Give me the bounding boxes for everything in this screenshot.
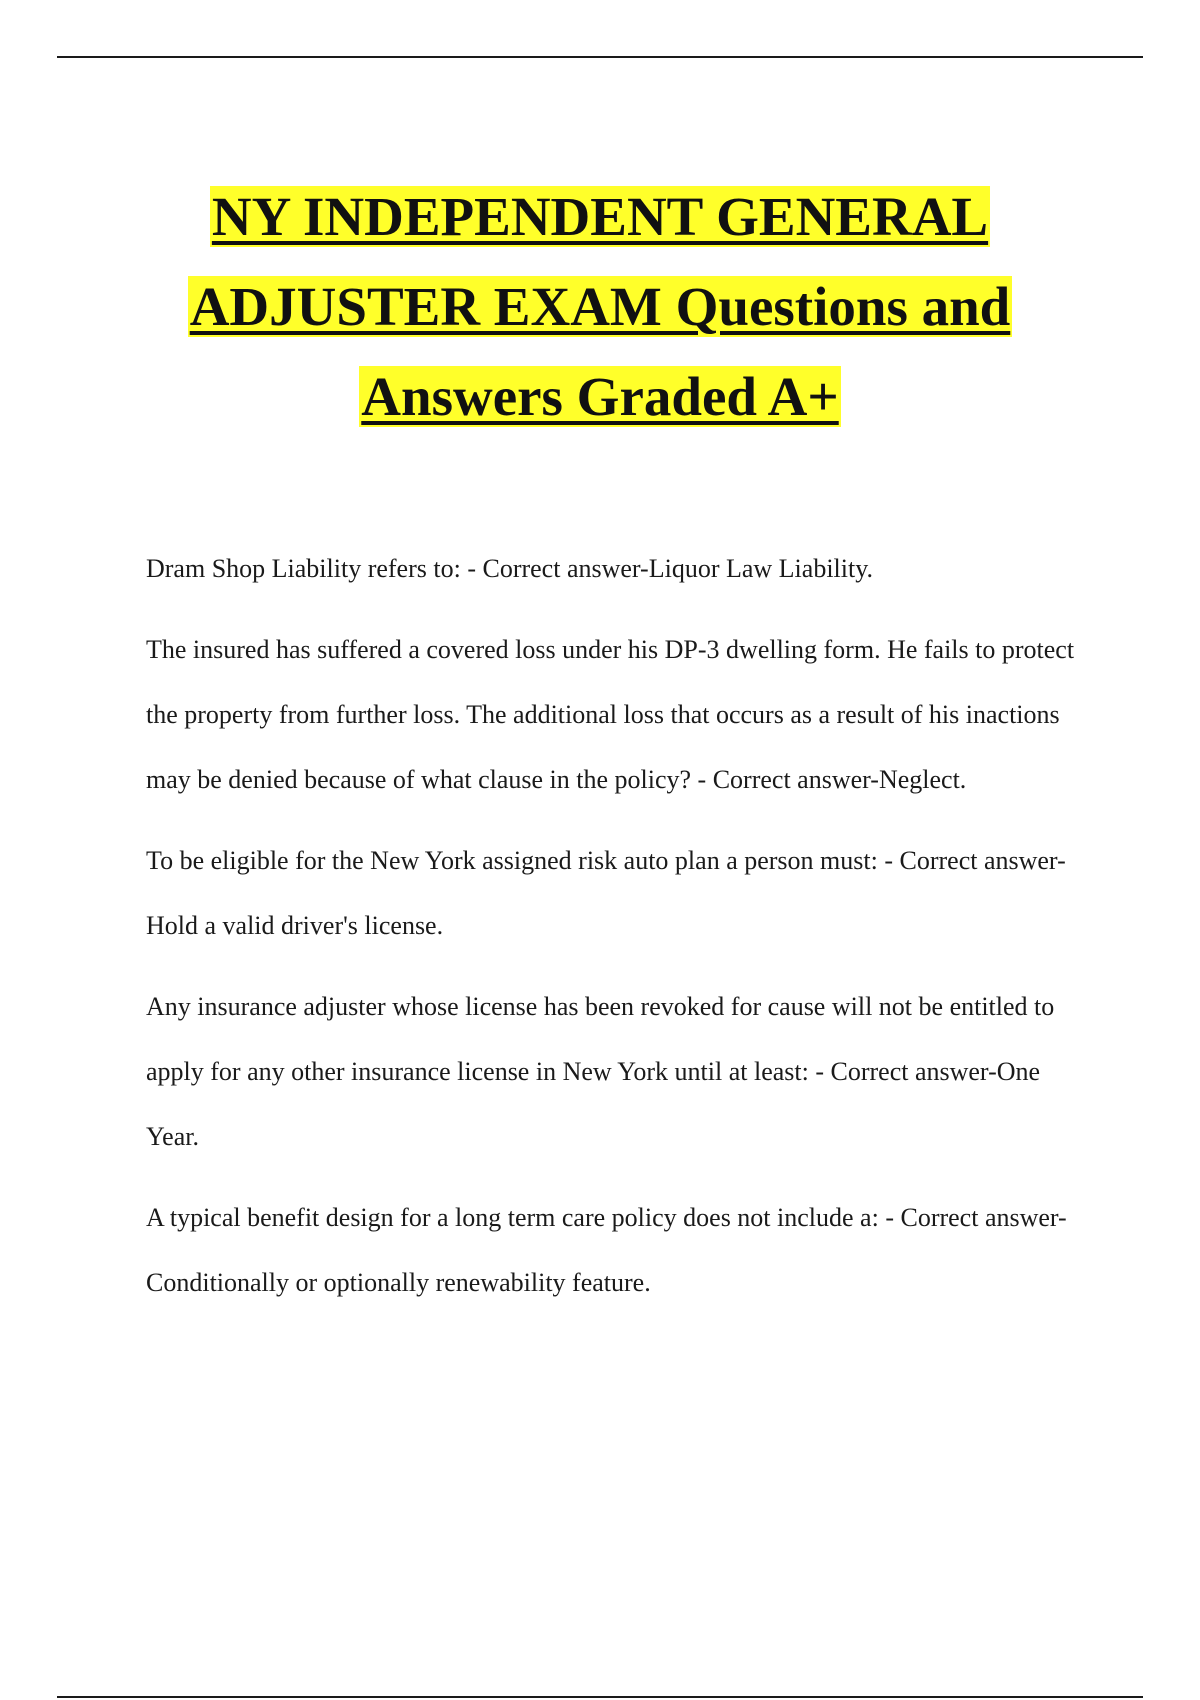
document-title	[100, 172, 1100, 442]
top-divider	[57, 56, 1143, 58]
bottom-divider	[57, 1696, 1143, 1698]
title-line-2: ADJUSTER EXAM Questions and	[189, 276, 1011, 337]
title-line-3: Answers Graded A+	[361, 366, 839, 427]
qa-item-1: Dram Shop Liability refers to: - Correct answer-Liquor Law Liability.	[146, 554, 874, 583]
question-answer-list	[146, 536, 1086, 1331]
qa-item-4: Any insurance adjuster whose license has been revoked for cause will not be entitled to apply for any other insurance license in New York until at least: - Correct answer-One Year.	[146, 992, 1055, 1151]
qa-item-3: To be eligible for the New York assigned risk auto plan a person must: - Correct answer-Hold a valid driver's license.	[146, 846, 1066, 940]
qa-item-2: The insured has suffered a covered loss under his DP-3 dwelling form. He fails to protect the property from further loss. The additional loss that occurs as a result of his inactions may be denied because of what clause in the policy? - Correct answer-Neglect.	[146, 635, 1075, 794]
qa-item-5: A typical benefit design for a long term care policy does not include a: - Correct answer-Conditionally or optionally renewability feature.	[146, 1203, 1067, 1297]
title-line-1: NY INDEPENDENT GENERAL	[211, 186, 989, 247]
